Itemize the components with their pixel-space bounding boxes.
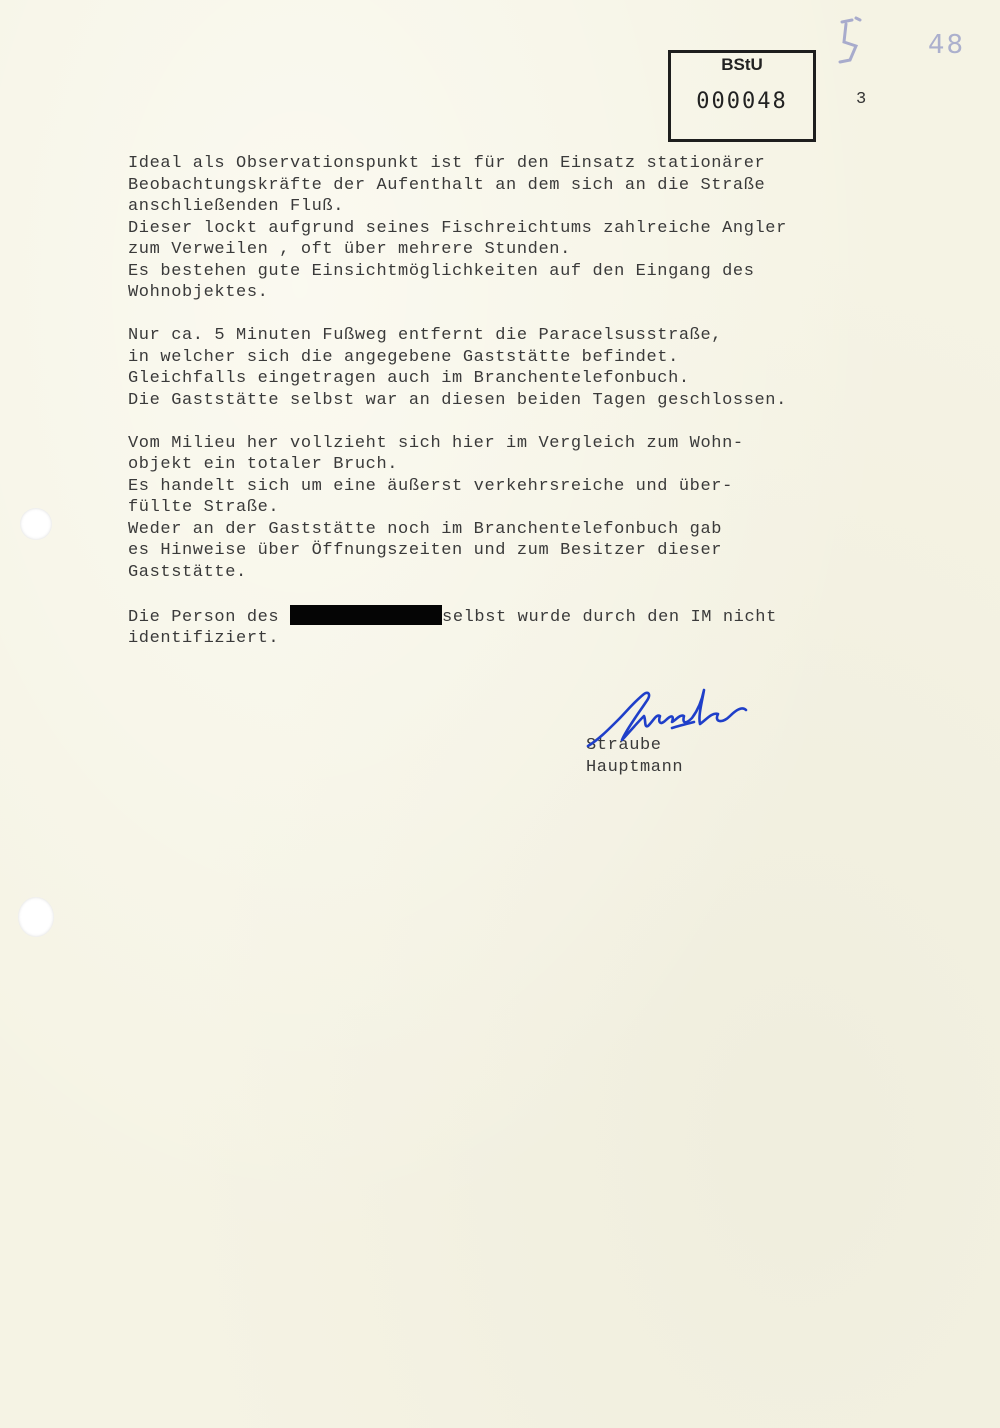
signature-block bbox=[586, 680, 806, 790]
text-line: Nur ca. 5 Minuten Fußweg entfernt die Paracelsusstraße, bbox=[128, 326, 723, 345]
text-line: Ideal als Observationspunkt ist für den Einsatz stationärer bbox=[128, 154, 766, 173]
text-line: Beobachtungskräfte der Aufenthalt an dem sich an die Straße bbox=[128, 175, 766, 195]
paragraph-person bbox=[128, 605, 928, 650]
text-line: anschließenden Fluß. bbox=[128, 197, 345, 216]
punch-hole-bottom bbox=[18, 897, 54, 937]
punch-hole-top bbox=[20, 508, 52, 540]
text-line: Weder an der Gaststätte noch im Branchentelefonbuch gab bbox=[128, 519, 723, 539]
paragraph-milieu bbox=[128, 433, 928, 584]
text-fragment: selbst wurde durch den IM nicht bbox=[442, 607, 777, 627]
handwritten-signature-icon bbox=[586, 680, 786, 760]
text-line: zum Verweilen , oft über mehrere Stunden. bbox=[128, 240, 571, 259]
signatory-rank: Hauptmann bbox=[586, 758, 684, 777]
text-line: Vom Milieu her vollzieht sich hier im Vergleich zum Wohn- bbox=[128, 433, 744, 453]
text-line: Gaststätte. bbox=[128, 562, 247, 582]
report-body bbox=[128, 153, 928, 671]
pencil-marks-icon bbox=[832, 10, 992, 70]
text-line: Dieser lockt aufgrund seines Fischreichtums zahlreiche Angler bbox=[128, 218, 787, 238]
text-line: Es handelt sich um eine äußerst verkehrsreiche und über- bbox=[128, 476, 733, 496]
text-line: Es bestehen gute Einsichtmöglichkeiten auf den Eingang des bbox=[128, 261, 755, 281]
paragraph-observation-point bbox=[128, 153, 928, 304]
text-line: Gleichfalls eingetragen auch im Branchentelefonbuch. bbox=[128, 369, 690, 388]
text-line: identifiziert. bbox=[128, 629, 280, 648]
text-line: Wohnobjektes. bbox=[128, 283, 269, 302]
page-number: 3 bbox=[856, 90, 867, 109]
archive-number: 48 bbox=[928, 30, 966, 60]
stamp-number: 000048 bbox=[696, 89, 788, 114]
signatory-name: Straube bbox=[586, 736, 662, 755]
paragraph-gaststaette bbox=[128, 325, 928, 411]
text-line: objekt ein totaler Bruch. bbox=[128, 455, 399, 474]
text-line: füllte Straße. bbox=[128, 498, 280, 517]
redaction-bar bbox=[290, 605, 442, 625]
text-line: Die Gaststätte selbst war an diesen beiden Tagen geschlossen. bbox=[128, 390, 787, 410]
bstu-stamp bbox=[668, 50, 816, 142]
stamp-label: BStU bbox=[721, 55, 763, 74]
text-fragment: Die Person des bbox=[128, 607, 291, 627]
text-line bbox=[128, 605, 928, 629]
text-line: es Hinweise über Öffnungszeiten und zum Besitzer dieser bbox=[128, 541, 723, 560]
text-line: in welcher sich die angegebene Gaststätte befindet. bbox=[128, 347, 679, 367]
